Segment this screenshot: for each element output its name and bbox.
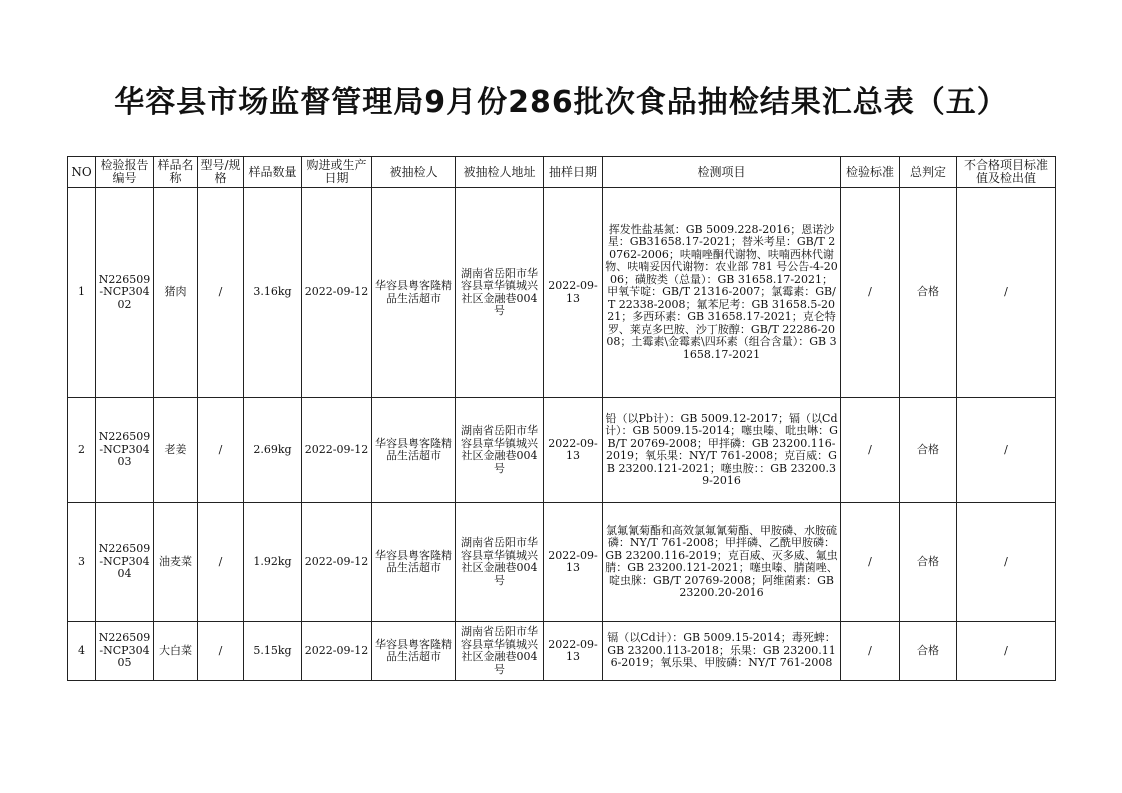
cell-purchase-date: 2022-09-12 <box>302 622 372 681</box>
cell-sample-name: 大白菜 <box>154 622 198 681</box>
cell-failed-items: / <box>957 188 1056 398</box>
cell-standard: / <box>841 188 900 398</box>
header-standard: 检验标准 <box>841 157 900 188</box>
results-table <box>67 156 1056 681</box>
cell-no: 2 <box>68 398 96 503</box>
cell-failed-items: / <box>957 503 1056 622</box>
cell-test-items: 氯氟氰菊酯和高效氯氟氰菊酯、甲胺磷、水胺硫磷：NY/T 761-2008；甲拌磷、乙酰甲胺磷：GB 23200.116-2019；克百威、灭多威、氟虫腈：GB 23200.121-2021；噻虫嗪、腈菌唑、啶虫脒：GB/T 20769-2008；阿维菌素：GB 23200.20-2016 <box>603 503 841 622</box>
cell-quantity: 1.92kg <box>244 503 302 622</box>
header-failed-items: 不合格项目标准值及检出值 <box>957 157 1056 188</box>
header-address: 被抽检人地址 <box>456 157 544 188</box>
cell-sampled-party: 华容县粤客隆精品生活超市 <box>372 503 456 622</box>
header-verdict: 总判定 <box>900 157 957 188</box>
table-row <box>68 188 1056 398</box>
cell-address: 湖南省岳阳市华容县章华镇城兴社区金融巷004号 <box>456 503 544 622</box>
cell-sampled-party: 华容县粤客隆精品生活超市 <box>372 622 456 681</box>
cell-sampling-date: 2022-09-13 <box>544 188 603 398</box>
cell-spec: / <box>198 398 244 503</box>
header-row <box>68 157 1056 188</box>
cell-sample-name: 老姜 <box>154 398 198 503</box>
cell-sampling-date: 2022-09-13 <box>544 622 603 681</box>
header-sampled-party: 被抽检人 <box>372 157 456 188</box>
cell-spec: / <box>198 188 244 398</box>
header-sample-name: 样品名称 <box>154 157 198 188</box>
cell-failed-items: / <box>957 398 1056 503</box>
header-quantity: 样品数量 <box>244 157 302 188</box>
cell-quantity: 5.15kg <box>244 622 302 681</box>
cell-no: 4 <box>68 622 96 681</box>
cell-sampling-date: 2022-09-13 <box>544 503 603 622</box>
cell-quantity: 3.16kg <box>244 188 302 398</box>
cell-purchase-date: 2022-09-12 <box>302 398 372 503</box>
header-report-number: 检验报告编号 <box>96 157 154 188</box>
cell-address: 湖南省岳阳市华容县章华镇城兴社区金融巷004号 <box>456 188 544 398</box>
cell-sampled-party: 华容县粤客隆精品生活超市 <box>372 188 456 398</box>
cell-verdict: 合格 <box>900 398 957 503</box>
cell-test-items: 镉（以Cd计）：GB 5009.15-2014；毒死蜱：GB 23200.113-2018；乐果：GB 23200.116-2019；氧乐果、甲胺磷：NY/T 761-2008 <box>603 622 841 681</box>
cell-report-number: N226509-NCP30403 <box>96 398 154 503</box>
cell-no: 3 <box>68 503 96 622</box>
cell-purchase-date: 2022-09-12 <box>302 503 372 622</box>
document-title: 华容县市场监督管理局9月份286批次食品抽检结果汇总表（五） <box>114 85 1008 120</box>
cell-no: 1 <box>68 188 96 398</box>
cell-address: 湖南省岳阳市华容县章华镇城兴社区金融巷004号 <box>456 398 544 503</box>
cell-quantity: 2.69kg <box>244 398 302 503</box>
cell-verdict: 合格 <box>900 188 957 398</box>
header-spec: 型号/规格 <box>198 157 244 188</box>
cell-sampled-party: 华容县粤客隆精品生活超市 <box>372 398 456 503</box>
cell-standard: / <box>841 622 900 681</box>
header-purchase-date: 购进或生产日期 <box>302 157 372 188</box>
cell-report-number: N226509-NCP30405 <box>96 622 154 681</box>
cell-address: 湖南省岳阳市华容县章华镇城兴社区金融巷004号 <box>456 622 544 681</box>
cell-spec: / <box>198 503 244 622</box>
table-row <box>68 622 1056 681</box>
cell-sample-name: 猪肉 <box>154 188 198 398</box>
table-row <box>68 398 1056 503</box>
cell-report-number: N226509-NCP30402 <box>96 188 154 398</box>
cell-report-number: N226509-NCP30404 <box>96 503 154 622</box>
header-no: NO <box>68 157 96 188</box>
cell-spec: / <box>198 622 244 681</box>
header-sampling-date: 抽样日期 <box>544 157 603 188</box>
header-test-items: 检测项目 <box>603 157 841 188</box>
cell-standard: / <box>841 503 900 622</box>
cell-standard: / <box>841 398 900 503</box>
cell-failed-items: / <box>957 622 1056 681</box>
cell-purchase-date: 2022-09-12 <box>302 188 372 398</box>
cell-test-items: 挥发性盐基氮：GB 5009.228-2016；恩诺沙星：GB31658.17-2021；替米考星：GB/T 20762-2006；呋喃唑酮代谢物、呋喃西林代谢物、呋喃妥因代谢物：农业部 781 号公告-4-2006；磺胺类（总量）：GB 31658.17-2021；甲氧苄啶：GB/T 21316-2007；氯霉素：GB/T 22338-2008；氟苯尼考：GB 31658.5-2021；多西环素：GB 31658.17-2021；克仑特罗、莱克多巴胺、沙丁胺醇：GB/T 22286-2008；土霉素\金霉素\四环素（组合含量）：GB 31658.17-2021 <box>603 188 841 398</box>
cell-sample-name: 油麦菜 <box>154 503 198 622</box>
table-row <box>68 503 1056 622</box>
cell-test-items: 铅（以Pb计）：GB 5009.12-2017；镉（以Cd计）：GB 5009.15-2014；噻虫嗪、吡虫啉：GB/T 20769-2008；甲拌磷：GB 23200.116-2019；氧乐果：NY/T 761-2008；克百威：GB 23200.121-2021；噻虫胺：：GB 23200.39-2016 <box>603 398 841 503</box>
cell-sampling-date: 2022-09-13 <box>544 398 603 503</box>
cell-verdict: 合格 <box>900 503 957 622</box>
cell-verdict: 合格 <box>900 622 957 681</box>
